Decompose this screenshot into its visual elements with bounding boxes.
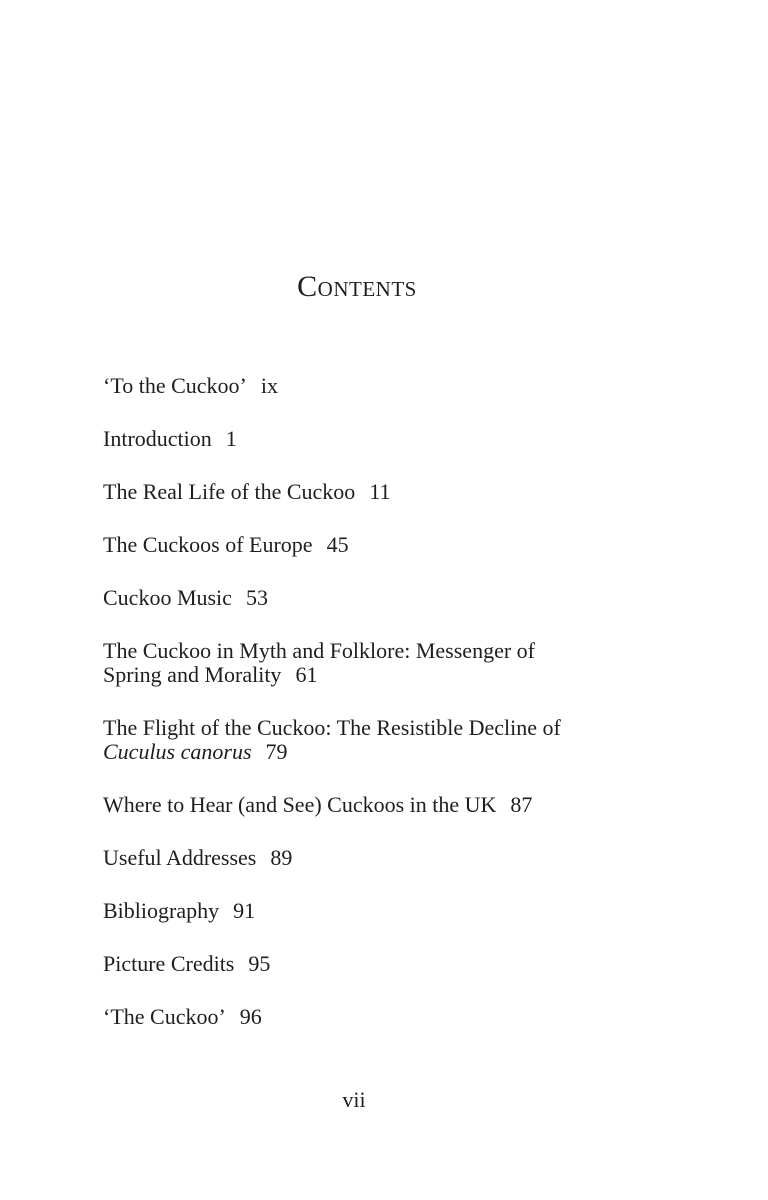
toc-entry	[103, 1005, 703, 1029]
toc-entry-title-line2: Spring and Morality	[103, 662, 282, 687]
toc-entry	[103, 480, 703, 504]
toc-entry-title: ‘The Cuckoo’	[103, 1004, 226, 1029]
toc-entry-title: Useful Addresses	[103, 845, 257, 870]
toc-entry	[103, 846, 703, 870]
toc-entry	[103, 533, 703, 557]
toc-entry-page: ix	[260, 373, 278, 398]
toc-entry-page: 1	[225, 426, 237, 451]
toc-entry-page: 87	[510, 792, 533, 817]
toc-entry	[103, 374, 703, 398]
toc-entry	[103, 952, 703, 976]
toc-entry	[103, 899, 703, 923]
toc-entry-page: 95	[248, 951, 271, 976]
toc-entry-title: Bibliography	[103, 898, 220, 923]
toc-entry-page: 96	[239, 1004, 262, 1029]
toc-entry-page: 89	[270, 845, 293, 870]
toc-entry	[103, 793, 703, 817]
toc-entry-page: 79	[265, 739, 288, 764]
toc-entry	[103, 427, 703, 451]
toc-entry-page: 11	[369, 479, 391, 504]
toc-entry-title: The Cuckoos of Europe	[103, 532, 313, 557]
toc-entry-title: The Real Life of the Cuckoo	[103, 479, 356, 504]
toc-entry	[103, 716, 703, 764]
toc-entry-page: 61	[295, 662, 318, 687]
toc-entry-title: Cuckoo Music	[103, 585, 232, 610]
toc-entry-title-line1: The Flight of the Cuckoo: The Resistible Decline of	[103, 715, 561, 740]
table-of-contents	[103, 374, 703, 1058]
toc-entry-page: 91	[233, 898, 256, 923]
toc-entry-title: Introduction	[103, 426, 212, 451]
toc-entry-title: ‘To the Cuckoo’	[103, 373, 247, 398]
toc-entry-title-line1: The Cuckoo in Myth and Folklore: Messenger of	[103, 638, 535, 663]
toc-entry-title: Where to Hear (and See) Cuckoos in the UK	[103, 792, 497, 817]
toc-entry-title: Picture Credits	[103, 951, 235, 976]
toc-entry	[103, 586, 703, 610]
toc-entry-title-line2: Cuculus canorus	[103, 739, 252, 764]
toc-entry	[103, 639, 703, 687]
toc-entry-page: 53	[245, 585, 268, 610]
toc-entry-page: 45	[326, 532, 349, 557]
page-number: vii	[342, 1087, 366, 1112]
contents-title: Contents	[297, 270, 417, 303]
